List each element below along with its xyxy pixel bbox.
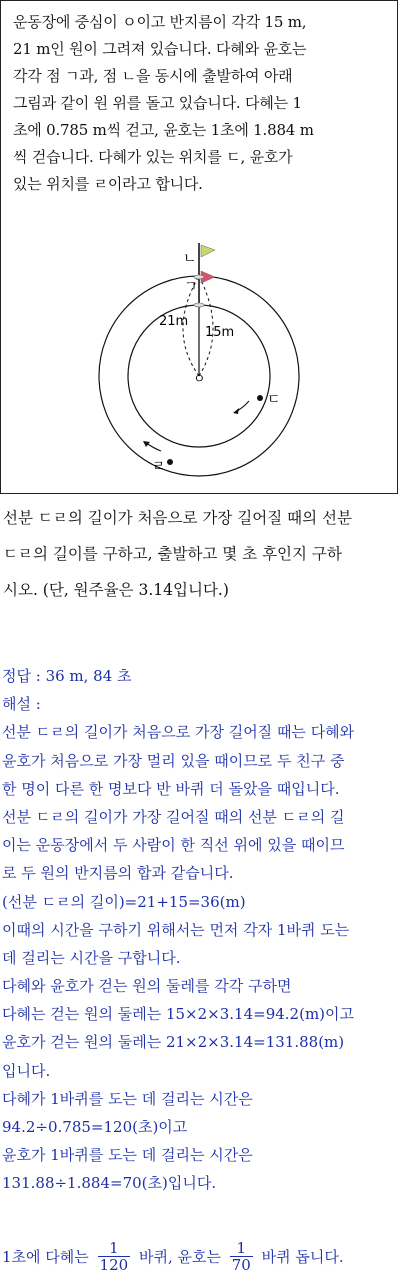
solution-text	[2, 662, 400, 1198]
point-dahye	[257, 395, 263, 401]
label-radius-inner: 15m	[205, 325, 235, 340]
flag-base-inner	[194, 303, 204, 307]
fraction-dahye	[98, 1240, 131, 1273]
explanation-line: 이때의 시간을 구하기 위해서는 먼저 각자 1바퀴 도는	[2, 920, 350, 939]
track-diagram	[97, 241, 309, 481]
explanation-last-line	[2, 1240, 344, 1273]
answer-line: 정답 : 36 m, 84 초	[2, 667, 132, 685]
flag-outer-icon	[201, 245, 215, 257]
explanation-line: 로 두 원의 반지름의 합과 같습니다.	[2, 864, 234, 883]
problem-line: 각각 점 ㄱ과, 점 ㄴ을 동시에 출발하여 아래	[13, 67, 293, 85]
explanation-line: 데 걸리는 시간을 구합니다.	[2, 948, 181, 967]
problem-line: 초에 0.785 m씩 걷고, 윤호는 1초에 1.884 m	[13, 121, 314, 139]
explanation-heading: 해설 :	[2, 695, 41, 714]
last-line-prefix: 1초에 다혜는	[2, 1248, 89, 1266]
arrowhead-yunho-icon	[143, 441, 150, 447]
problem-line: 운동장에 중심이 ㅇ이고 반지름이 각각 15 m,	[13, 13, 307, 31]
problem-line: 21 m인 원이 그려져 있습니다. 다혜와 윤호는	[13, 40, 307, 58]
label-start-outer: ㄴ	[183, 251, 197, 267]
question-line: 선분 ㄷㄹ의 길이가 처음으로 가장 길어질 때의 선분	[3, 509, 352, 527]
explanation-line: 윤호가 1바퀴를 도는 데 걸리는 시간은	[2, 1146, 253, 1165]
fraction-denominator: 70	[231, 1256, 251, 1274]
explanation-line: 131.88÷1.884=70(초)입니다.	[2, 1174, 217, 1193]
explanation-line: 선분 ㄷㄹ의 길이가 가장 길어질 때의 선분 ㄷㄹ의 길	[2, 807, 345, 826]
problem-text	[13, 9, 389, 198]
label-start-inner: ㄱ	[184, 279, 198, 295]
label-radius-outer: 21m	[159, 314, 189, 329]
point-yunho	[167, 459, 173, 465]
problem-line: 그림과 같이 원 위를 돌고 있습니다. 다혜는 1	[13, 94, 302, 112]
fraction-numerator: 1	[98, 1240, 131, 1257]
question-line: 시오. (단, 원주율은 3.14입니다.)	[3, 581, 229, 599]
question-line: ㄷㄹ의 길이를 구하고, 출발하고 몇 초 후인지 구하	[3, 545, 342, 563]
explanation-line: 94.2÷0.785=120(초)이고	[2, 1118, 188, 1136]
label-dahye: ㄷ	[267, 392, 281, 408]
last-line-suffix: 바퀴 돕니다.	[261, 1248, 344, 1266]
explanation-line: 윤호가 처음으로 가장 멀리 있을 때이므로 두 친구 중	[2, 751, 345, 770]
explanation-line: 선분 ㄷㄹ의 길이가 처음으로 가장 길어질 때는 다혜와	[2, 723, 355, 742]
label-center: ㅇ	[193, 372, 206, 387]
explanation-line: 윤호가 걷는 원의 둘레는 21×2×3.14=131.88(m)	[2, 1033, 345, 1052]
explanation-line: (선분 ㄷㄹ의 길이)=21+15=36(m)	[2, 892, 246, 911]
explanation-line: 이는 운동장에서 두 사람이 한 직선 위에 있을 때이므	[2, 836, 345, 855]
explanation-line: 다혜가 1바퀴를 도는 데 걸리는 시간은	[2, 1089, 253, 1108]
explanation-line: 다혜와 윤호가 걷는 원의 둘레를 각각 구하면	[2, 977, 292, 996]
explanation-line: 한 명이 다른 한 명보다 반 바퀴 더 돌았을 때입니다.	[2, 779, 340, 798]
question-text	[3, 500, 397, 608]
problem-line: 있는 위치를 ㄹ이라고 합니다.	[13, 175, 203, 193]
problem-line: 씩 걷습니다. 다혜가 있는 위치를 ㄷ, 윤호가	[13, 148, 293, 166]
problem-box	[0, 0, 398, 494]
fraction-numerator: 1	[230, 1240, 253, 1257]
arrowhead-dahye-icon	[233, 408, 239, 414]
explanation-line: 입니다.	[2, 1061, 51, 1080]
explanation-line: 다혜는 걷는 원의 둘레는 15×2×3.14=94.2(m)이고	[2, 1005, 355, 1024]
label-yunho: ㄹ	[152, 459, 166, 475]
fraction-denominator: 120	[99, 1256, 129, 1274]
fraction-yunho	[230, 1240, 253, 1273]
last-line-middle: 바퀴, 윤호는	[138, 1248, 221, 1266]
